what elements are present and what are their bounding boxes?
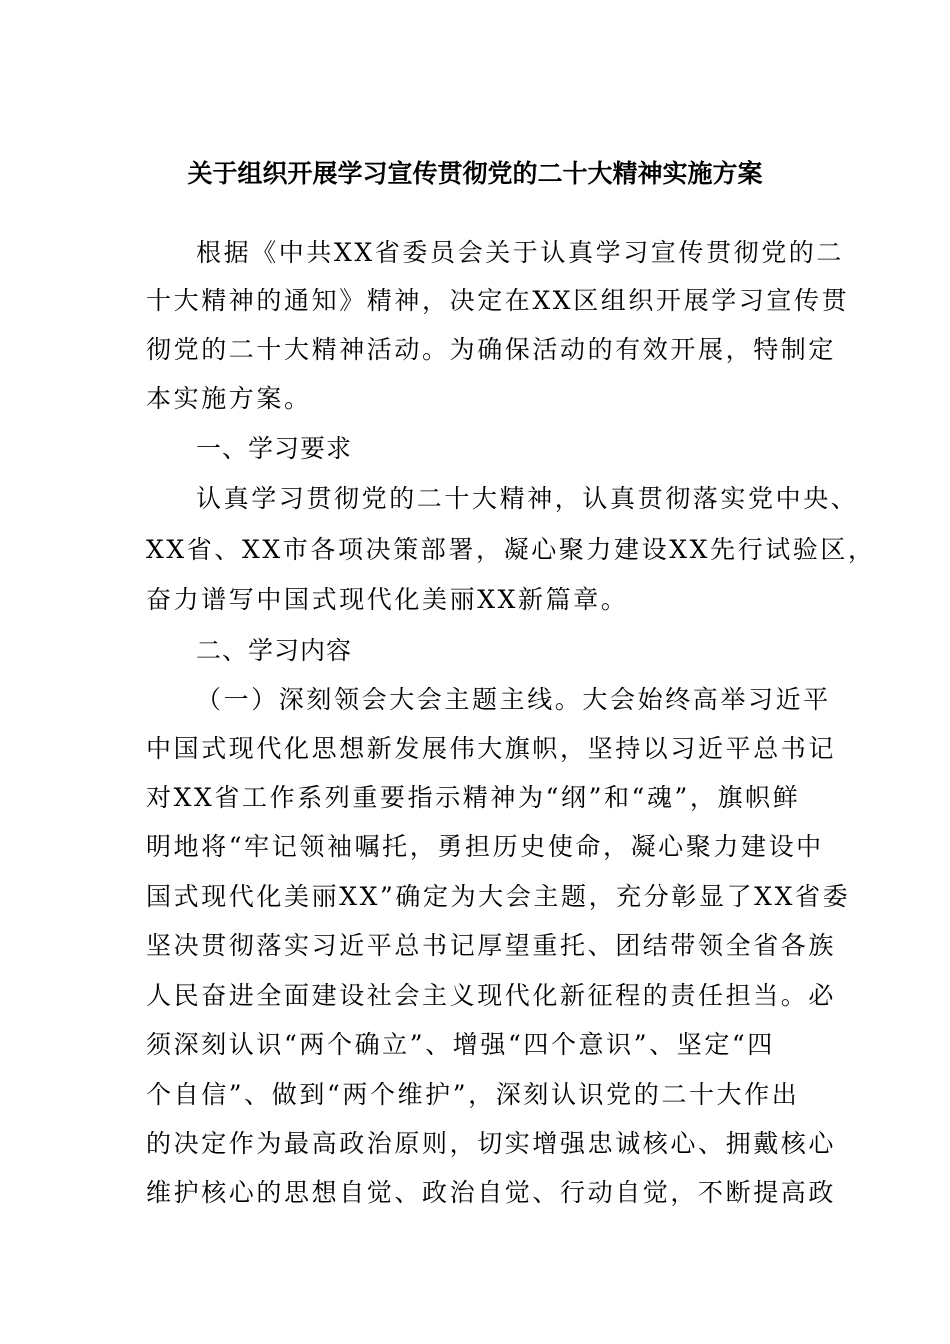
paragraph-line: 维护核心的思想自觉、政治自觉、行动自觉，不断提高政	[146, 1178, 837, 1207]
paragraph-line: 根据《中共XX省委员会关于认真学习宣传贯彻党的二	[196, 238, 844, 267]
paragraph-line: 明地将“牢记领袖嘱托，勇担历史使命，凝心聚力建设中	[146, 832, 824, 861]
paragraph-line: 本实施方案。	[146, 384, 312, 413]
paragraph-line: （一）深刻领会大会主题主线。大会始终高举习近平	[196, 685, 831, 714]
paragraph-line: 坚决贯彻落实习近平总书记厚望重托、团结带领全省各族	[146, 931, 837, 960]
paragraph-line: 国式现代化美丽XX”确定为大会主题，充分彰显了XX省委	[146, 882, 851, 911]
paragraph-line: 认真学习贯彻党的二十大精神，认真贯彻落实党中央、	[196, 484, 859, 513]
paragraph-line: 个自信”、做到“两个维护”，深刻认识党的二十大作出	[146, 1080, 800, 1109]
paragraph-line: 的决定作为最高政治原则，切实增强忠诚核心、拥戴核心	[146, 1129, 837, 1158]
document-title: 关于组织开展学习宣传贯彻党的二十大精神实施方案	[187, 159, 763, 188]
paragraph-line: 中国式现代化思想新发展伟大旗帜，坚持以习近平总书记	[146, 734, 837, 763]
section-heading: 二、学习内容	[196, 636, 353, 665]
paragraph-line: 对XX省工作系列重要指示精神为“纲”和“魂”，旗帜鲜	[146, 783, 801, 812]
paragraph-line: 奋力谱写中国式现代化美丽XX新篇章。	[146, 585, 629, 614]
paragraph-line: 彻党的二十大精神活动。为确保活动的有效开展，特制定	[146, 335, 837, 364]
paragraph-line: 十大精神的通知》精神，决定在XX区组织开展学习宣传贯	[146, 286, 850, 315]
paragraph-line: 人民奋进全面建设社会主义现代化新征程的责任担当。必	[146, 981, 837, 1010]
paragraph-line: XX省、XX市各项决策部署，凝心聚力建设XX先行试验区，	[146, 535, 876, 564]
section-heading: 一、学习要求	[196, 434, 353, 463]
paragraph-line: 须深刻认识“两个确立”、增强“四个意识”、坚定“四	[146, 1030, 775, 1059]
